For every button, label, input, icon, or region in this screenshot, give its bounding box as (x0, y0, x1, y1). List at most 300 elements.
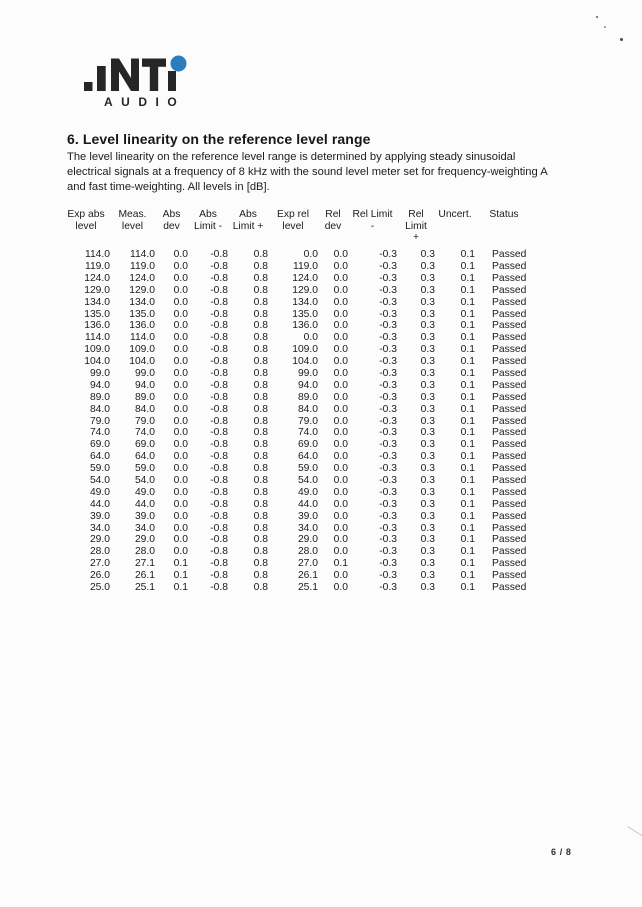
value-cell: -0.8 (210, 582, 228, 594)
value-cell: 0.0 (333, 249, 348, 261)
value-cell: -0.3 (379, 558, 397, 570)
value-cell: 79.0 (134, 415, 155, 427)
value-cell: 0.0 (333, 332, 348, 344)
value-cell: 69.0 (297, 439, 318, 451)
value-cell: 0.3 (420, 284, 435, 296)
column-header: Rel dev (324, 209, 342, 232)
value-cell: 0.0 (173, 486, 188, 498)
table-row (62, 320, 533, 332)
value-cell: 0.1 (460, 284, 475, 296)
column-header: Exp rel level (276, 209, 310, 232)
column-header: Meas. level (118, 209, 147, 232)
value-cell: 0.0 (173, 534, 188, 546)
value-cell: 134.0 (292, 296, 318, 308)
value-cell: 0.0 (333, 356, 348, 368)
value-cell: 0.0 (173, 332, 188, 344)
value-cell: 0.3 (420, 510, 435, 522)
value-cell: 64.0 (134, 451, 155, 463)
value-cell: 0.0 (173, 498, 188, 510)
value-cell: 39.0 (134, 510, 155, 522)
value-cell: 0.0 (173, 522, 188, 534)
value-cell: 0.1 (460, 510, 475, 522)
value-cell: -0.8 (210, 558, 228, 570)
section-title: 6. Level linearity on the reference level range (67, 131, 371, 147)
value-cell: 135.0 (84, 308, 110, 320)
value-cell: 69.0 (89, 439, 110, 451)
value-cell: 0.0 (333, 284, 348, 296)
value-cell: 0.0 (173, 368, 188, 380)
value-cell: -0.8 (210, 272, 228, 284)
page-number: 6 / 8 (551, 847, 572, 857)
value-cell: 29.0 (297, 534, 318, 546)
value-cell: -0.8 (210, 320, 228, 332)
value-cell: 0.3 (420, 546, 435, 558)
value-cell: 34.0 (89, 522, 110, 534)
table-row (62, 344, 533, 356)
value-cell: 59.0 (134, 463, 155, 475)
value-cell: 0.8 (253, 356, 268, 368)
value-cell: 0.0 (173, 546, 188, 558)
value-cell: 0.1 (460, 308, 475, 320)
value-cell: 0.8 (253, 272, 268, 284)
status-cell: Passed (492, 368, 527, 380)
value-cell: 0.3 (420, 570, 435, 582)
logo-letter-i-stem (168, 71, 176, 91)
status-cell: Passed (492, 261, 527, 272)
value-cell: 54.0 (297, 475, 318, 487)
column-header: Exp abs level (67, 209, 105, 232)
value-cell: 119.0 (84, 261, 110, 272)
paragraph-line: The level linearity on the reference level range is determined by applying steady sinusoidal (67, 151, 516, 163)
value-cell: 27.0 (297, 558, 318, 570)
value-cell: 124.0 (84, 272, 110, 284)
value-cell: 0.1 (460, 332, 475, 344)
value-cell: 64.0 (297, 451, 318, 463)
value-cell: 29.0 (134, 534, 155, 546)
value-cell: 104.0 (292, 356, 318, 368)
value-cell: 44.0 (134, 498, 155, 510)
status-cell: Passed (492, 391, 527, 403)
value-cell: -0.8 (210, 296, 228, 308)
value-cell: -0.3 (379, 344, 397, 356)
value-cell: 54.0 (89, 475, 110, 487)
table-header-row (62, 209, 533, 244)
value-cell: 0.1 (460, 475, 475, 487)
value-cell: -0.8 (210, 439, 228, 451)
value-cell: 0.8 (253, 522, 268, 534)
status-cell: Passed (492, 558, 527, 570)
value-cell: 0.8 (253, 570, 268, 582)
value-cell: 109.0 (292, 344, 318, 356)
value-cell: 0.8 (253, 415, 268, 427)
value-cell: 49.0 (134, 486, 155, 498)
value-cell: -0.8 (210, 379, 228, 391)
table-row (62, 570, 533, 582)
value-cell: 0.0 (173, 356, 188, 368)
table-row (62, 356, 533, 368)
value-cell: 54.0 (134, 475, 155, 487)
value-cell: 0.3 (420, 261, 435, 272)
value-cell: -0.3 (379, 570, 397, 582)
value-cell: 0.0 (333, 463, 348, 475)
value-cell: 99.0 (297, 368, 318, 380)
value-cell: 114.0 (129, 249, 155, 261)
value-cell: 0.0 (333, 546, 348, 558)
value-cell: 59.0 (89, 463, 110, 475)
column-header: Status (489, 209, 519, 220)
table-row (62, 332, 533, 344)
value-cell: 0.0 (173, 391, 188, 403)
logo-i-dot-blue (171, 56, 187, 72)
value-cell: 0.3 (420, 320, 435, 332)
value-cell: 0.1 (460, 356, 475, 368)
value-cell: -0.3 (379, 284, 397, 296)
value-cell: 0.1 (460, 403, 475, 415)
value-cell: 0.1 (460, 272, 475, 284)
value-cell: 0.1 (460, 415, 475, 427)
table-row (62, 582, 533, 594)
value-cell: 79.0 (89, 415, 110, 427)
column-header: Abs Limit + (232, 209, 264, 232)
status-cell: Passed (492, 403, 527, 415)
value-cell: -0.3 (379, 391, 397, 403)
status-cell: Passed (492, 332, 527, 344)
value-cell: 104.0 (129, 356, 155, 368)
table-row (62, 558, 533, 570)
value-cell: 0.3 (420, 332, 435, 344)
logo-bar-small (84, 82, 93, 91)
value-cell: -0.8 (210, 332, 228, 344)
value-cell: 0.1 (460, 368, 475, 380)
value-cell: 0.8 (253, 498, 268, 510)
table-row (62, 309, 533, 321)
value-cell: -0.8 (210, 284, 228, 296)
value-cell: 114.0 (84, 332, 110, 344)
status-cell: Passed (492, 463, 527, 475)
value-cell: -0.3 (379, 522, 397, 534)
status-cell: Passed (492, 546, 527, 558)
value-cell: 0.3 (420, 439, 435, 451)
value-cell: 135.0 (292, 308, 318, 320)
value-cell: 28.0 (89, 546, 110, 558)
value-cell: 0.1 (460, 261, 475, 272)
value-cell: 26.0 (89, 570, 110, 582)
status-cell: Passed (492, 284, 527, 296)
status-cell: Passed (492, 475, 527, 487)
value-cell: 69.0 (134, 439, 155, 451)
value-cell: 74.0 (89, 427, 110, 439)
value-cell: -0.8 (210, 570, 228, 582)
value-cell: 0.8 (253, 261, 268, 272)
status-cell: Passed (492, 510, 527, 522)
value-cell: -0.3 (379, 249, 397, 261)
value-cell: 0.0 (333, 510, 348, 522)
value-cell: -0.8 (210, 463, 228, 475)
value-cell: 94.0 (297, 379, 318, 391)
value-cell: 0.8 (253, 379, 268, 391)
value-cell: 0.0 (173, 249, 188, 261)
value-cell: -0.8 (210, 486, 228, 498)
value-cell: 0.0 (333, 498, 348, 510)
value-cell: 0.0 (173, 415, 188, 427)
linearity-table-body (62, 249, 533, 594)
value-cell: 0.8 (253, 308, 268, 320)
value-cell: -0.8 (210, 368, 228, 380)
scan-scratch (627, 826, 642, 837)
status-cell: Passed (492, 249, 527, 261)
scan-speck (604, 26, 606, 28)
value-cell: -0.8 (210, 344, 228, 356)
table-row (62, 297, 533, 309)
value-cell: -0.3 (379, 320, 397, 332)
value-cell: 0.1 (460, 320, 475, 332)
value-cell: 136.0 (84, 320, 110, 332)
value-cell: -0.8 (210, 356, 228, 368)
value-cell: 0.1 (460, 582, 475, 594)
value-cell: 124.0 (129, 272, 155, 284)
value-cell: 27.0 (89, 558, 110, 570)
value-cell: 0.0 (333, 308, 348, 320)
value-cell: 0.3 (420, 403, 435, 415)
value-cell: 28.0 (134, 546, 155, 558)
value-cell: -0.8 (210, 546, 228, 558)
value-cell: -0.3 (379, 475, 397, 487)
value-cell: -0.8 (210, 403, 228, 415)
value-cell: 34.0 (297, 522, 318, 534)
value-cell: 0.0 (333, 486, 348, 498)
value-cell: 0.8 (253, 510, 268, 522)
value-cell: 0.0 (333, 296, 348, 308)
value-cell: 0.3 (420, 498, 435, 510)
value-cell: 0.0 (173, 344, 188, 356)
table-row (62, 380, 533, 392)
value-cell: 0.8 (253, 284, 268, 296)
value-cell: -0.3 (379, 415, 397, 427)
value-cell: 0.0 (333, 570, 348, 582)
value-cell: 136.0 (129, 320, 155, 332)
value-cell: 0.1 (460, 522, 475, 534)
value-cell: 0.3 (420, 463, 435, 475)
value-cell: 0.8 (253, 534, 268, 546)
table-row (62, 368, 533, 380)
status-cell: Passed (492, 522, 527, 534)
value-cell: 0.3 (420, 415, 435, 427)
value-cell: 0.3 (420, 522, 435, 534)
value-cell: 0.1 (460, 534, 475, 546)
table-row (62, 511, 533, 523)
value-cell: 0.0 (333, 451, 348, 463)
value-cell: 26.1 (297, 570, 318, 582)
table-row (62, 523, 533, 535)
value-cell: -0.8 (210, 498, 228, 510)
logo-bar-tall (97, 66, 106, 91)
table-row (62, 534, 533, 546)
value-cell: -0.3 (379, 368, 397, 380)
value-cell: 134.0 (129, 296, 155, 308)
value-cell: 0.1 (460, 379, 475, 391)
value-cell: 0.3 (420, 486, 435, 498)
column-header: Abs dev (162, 209, 181, 232)
value-cell: -0.3 (379, 534, 397, 546)
status-cell: Passed (492, 296, 527, 308)
value-cell: 0.3 (420, 296, 435, 308)
status-cell: Passed (492, 427, 527, 439)
value-cell: 25.1 (297, 582, 318, 594)
value-cell: 0.0 (333, 391, 348, 403)
value-cell: -0.3 (379, 272, 397, 284)
value-cell: 0.1 (173, 558, 188, 570)
logo-subtitle: AUDIO (104, 95, 186, 109)
value-cell: 0.8 (253, 296, 268, 308)
value-cell: 0.8 (253, 486, 268, 498)
value-cell: 0.8 (253, 332, 268, 344)
value-cell: 0.0 (173, 463, 188, 475)
logo-letter-n (111, 59, 139, 92)
status-cell: Passed (492, 534, 527, 546)
linearity-table (62, 209, 533, 594)
value-cell: -0.3 (379, 510, 397, 522)
value-cell: -0.8 (210, 308, 228, 320)
value-cell: 129.0 (84, 284, 110, 296)
value-cell: 0.3 (420, 475, 435, 487)
value-cell: -0.8 (210, 249, 228, 261)
table-row (62, 427, 533, 439)
value-cell: 0.1 (460, 249, 475, 261)
value-cell: 49.0 (89, 486, 110, 498)
status-cell: Passed (492, 582, 527, 594)
value-cell: 0.1 (460, 570, 475, 582)
value-cell: 49.0 (297, 486, 318, 498)
value-cell: -0.3 (379, 403, 397, 415)
value-cell: 84.0 (297, 403, 318, 415)
section-paragraph (67, 150, 548, 195)
value-cell: -0.3 (379, 296, 397, 308)
value-cell: 0.0 (173, 308, 188, 320)
status-cell: Passed (492, 379, 527, 391)
value-cell: 0.3 (420, 368, 435, 380)
status-cell: Passed (492, 272, 527, 284)
status-cell: Passed (492, 320, 527, 332)
value-cell: 0.8 (253, 546, 268, 558)
value-cell: 64.0 (89, 451, 110, 463)
value-cell: 0.3 (420, 534, 435, 546)
logo-letter-t-stem (150, 59, 158, 92)
value-cell: 109.0 (129, 344, 155, 356)
value-cell: 114.0 (84, 249, 110, 261)
value-cell: -0.8 (210, 510, 228, 522)
value-cell: 0.3 (420, 249, 435, 261)
table-row (62, 249, 533, 261)
value-cell: 0.0 (333, 261, 348, 272)
value-cell: 26.1 (134, 570, 155, 582)
value-cell: 59.0 (297, 463, 318, 475)
value-cell: 0.0 (333, 379, 348, 391)
value-cell: 0.8 (253, 463, 268, 475)
table-row (62, 416, 533, 428)
value-cell: -0.8 (210, 391, 228, 403)
value-cell: -0.8 (210, 427, 228, 439)
status-cell: Passed (492, 344, 527, 356)
value-cell: 0.1 (460, 463, 475, 475)
value-cell: 129.0 (292, 284, 318, 296)
table-row (62, 475, 533, 487)
value-cell: 0.8 (253, 249, 268, 261)
value-cell: 0.0 (333, 403, 348, 415)
value-cell: 94.0 (134, 379, 155, 391)
value-cell: 0.1 (173, 570, 188, 582)
value-cell: 0.0 (333, 427, 348, 439)
value-cell: -0.3 (379, 451, 397, 463)
value-cell: 0.0 (333, 534, 348, 546)
value-cell: 0.0 (303, 332, 318, 344)
table-row (62, 463, 533, 475)
value-cell: 0.8 (253, 427, 268, 439)
value-cell: 0.0 (173, 451, 188, 463)
nti-logo-icon (80, 55, 192, 97)
value-cell: 0.1 (460, 439, 475, 451)
value-cell: 0.8 (253, 451, 268, 463)
value-cell: -0.8 (210, 534, 228, 546)
value-cell: 109.0 (84, 344, 110, 356)
status-cell: Passed (492, 415, 527, 427)
value-cell: -0.8 (210, 415, 228, 427)
value-cell: 27.1 (134, 558, 155, 570)
value-cell: -0.3 (379, 439, 397, 451)
value-cell: 0.1 (460, 558, 475, 570)
column-header: Rel Limit + (405, 209, 427, 244)
value-cell: 0.3 (420, 451, 435, 463)
value-cell: 134.0 (84, 296, 110, 308)
value-cell: -0.3 (379, 486, 397, 498)
value-cell: 0.8 (253, 368, 268, 380)
value-cell: 0.1 (460, 451, 475, 463)
scan-speck (620, 38, 623, 41)
status-cell: Passed (492, 308, 527, 320)
value-cell: 114.0 (129, 332, 155, 344)
value-cell: 0.8 (253, 344, 268, 356)
value-cell: -0.3 (379, 261, 397, 272)
value-cell: 0.0 (173, 261, 188, 272)
value-cell: 136.0 (292, 320, 318, 332)
table-row (62, 392, 533, 404)
value-cell: 124.0 (292, 272, 318, 284)
value-cell: 44.0 (89, 498, 110, 510)
value-cell: 84.0 (134, 403, 155, 415)
value-cell: 0.1 (173, 582, 188, 594)
value-cell: 0.8 (253, 558, 268, 570)
value-cell: 0.0 (333, 439, 348, 451)
status-cell: Passed (492, 356, 527, 368)
value-cell: -0.3 (379, 379, 397, 391)
value-cell: -0.3 (379, 427, 397, 439)
status-cell: Passed (492, 570, 527, 582)
table-row (62, 285, 533, 297)
value-cell: 0.1 (460, 486, 475, 498)
value-cell: 25.0 (89, 582, 110, 594)
value-cell: 0.0 (173, 439, 188, 451)
value-cell: 74.0 (134, 427, 155, 439)
scan-speck (596, 16, 598, 18)
value-cell: 28.0 (297, 546, 318, 558)
value-cell: -0.8 (210, 475, 228, 487)
value-cell: 34.0 (134, 522, 155, 534)
column-header: Abs Limit - (193, 209, 223, 232)
value-cell: 0.0 (173, 272, 188, 284)
value-cell: -0.3 (379, 546, 397, 558)
value-cell: 89.0 (297, 391, 318, 403)
value-cell: 99.0 (89, 368, 110, 380)
value-cell: 0.0 (333, 415, 348, 427)
